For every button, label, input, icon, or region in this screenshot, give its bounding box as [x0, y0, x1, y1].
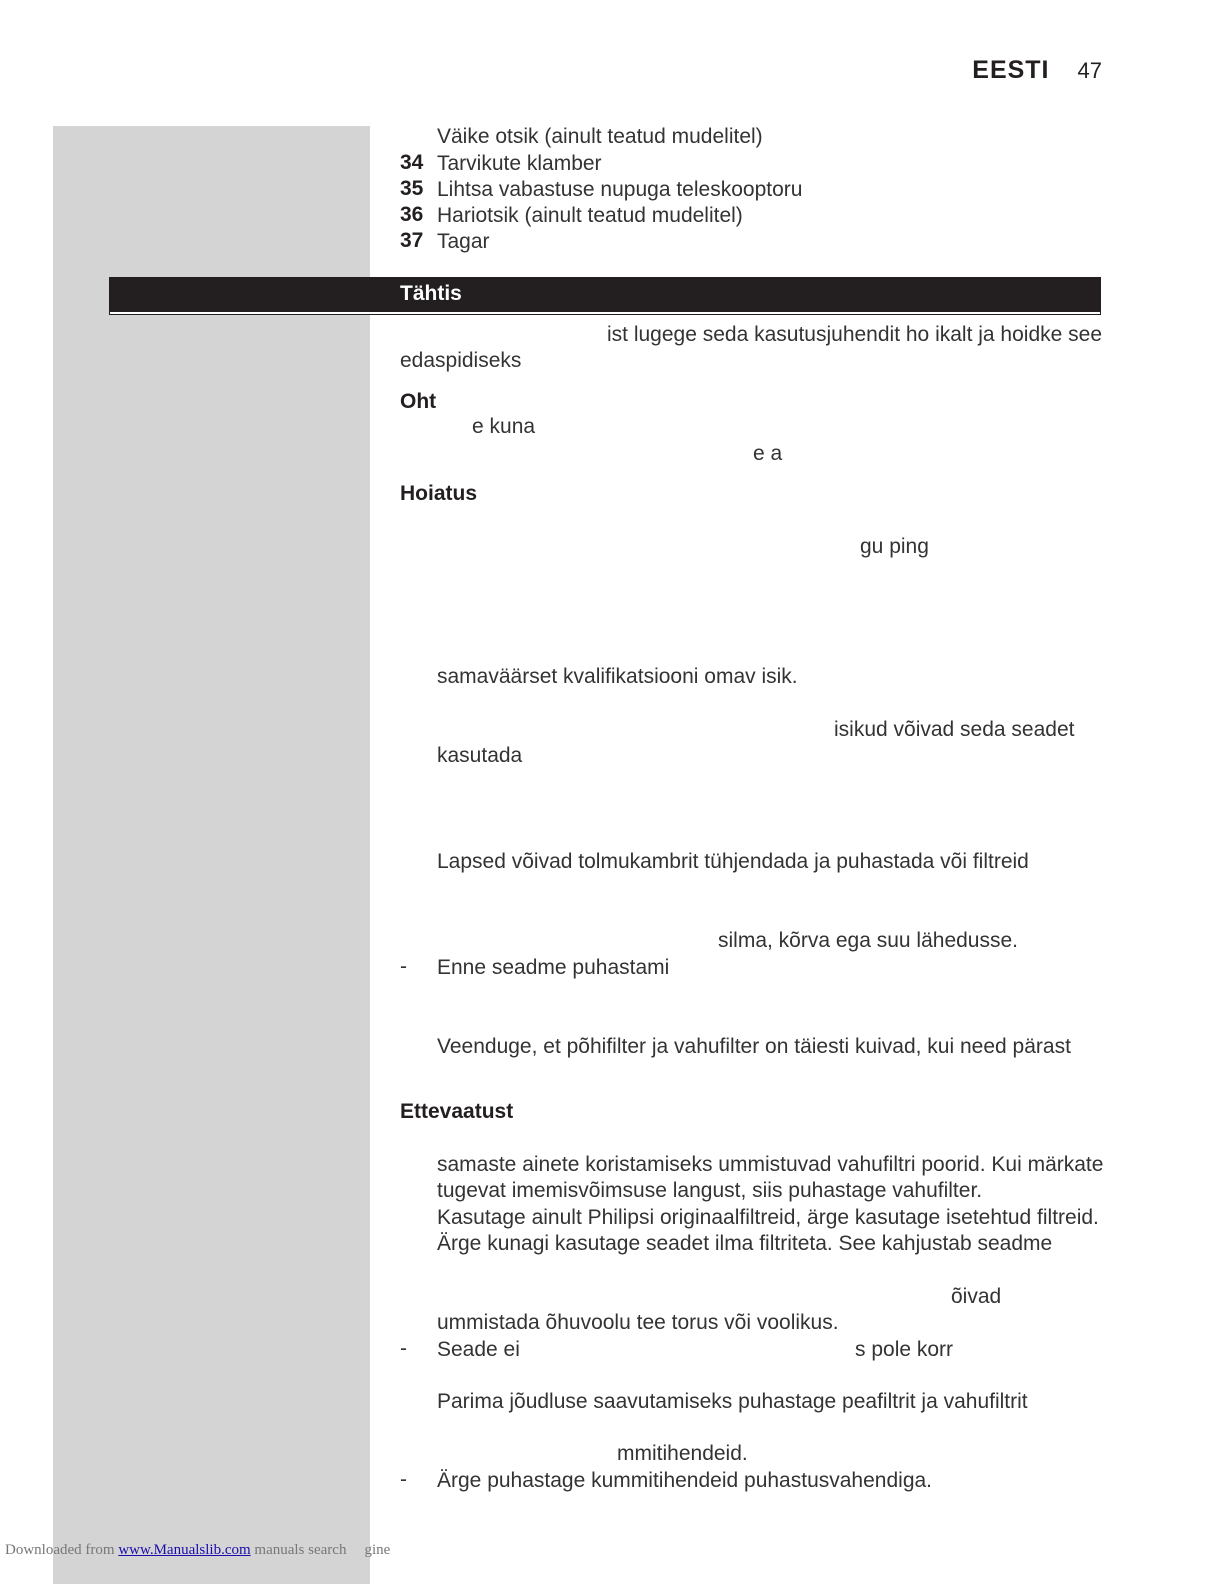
caution-text: ummistada õhuvoolu tee torus või voolikus.	[437, 1311, 839, 1334]
page-number: 47	[1077, 58, 1102, 83]
list-dash: -	[400, 1468, 407, 1491]
caution-text: tugevat imemisvõimsuse langust, siis puhastage vahufilter.	[437, 1179, 983, 1202]
danger-text: e kuna	[472, 415, 536, 438]
caution-text: õivad	[951, 1285, 1002, 1308]
danger-heading: Oht	[400, 390, 437, 413]
part-number: 36	[400, 203, 424, 226]
section-title-band	[110, 278, 1100, 314]
list-dash: -	[400, 1337, 407, 1360]
intro-text: ist lugege seda kasutusjuhendit ho ikalt ja hoidke see	[607, 323, 1102, 346]
part-number: 35	[400, 177, 424, 200]
caution-text: Kasutage ainult Philipsi originaalfiltreid, ärge kasutage isetehtud filtreid.	[437, 1206, 1099, 1229]
section-title: Tähtis	[400, 282, 462, 305]
part-text: Tarvikute klamber	[437, 152, 602, 175]
warning-text: silma, kõrva ega suu lähedusse.	[718, 929, 1018, 952]
page-header	[972, 56, 1102, 85]
caution-text: Ärge puhastage kummitihendeid puhastusvahendiga.	[437, 1469, 933, 1492]
caution-heading: Ettevaatust	[400, 1100, 514, 1123]
caution-text: samaste ainete koristamiseks ummistuvad vahufiltri poorid. Kui märkate	[437, 1153, 1104, 1176]
warning-text: Enne seadme puhastami	[437, 956, 670, 979]
caution-text: Parima jõudluse saavutamiseks puhastage peafiltrit ja vahufiltrit	[437, 1390, 1028, 1413]
part-text: Hariotsik (ainult teatud mudelitel)	[437, 204, 743, 227]
caution-text: Seade ei	[437, 1338, 520, 1361]
danger-text: e a	[753, 442, 783, 465]
download-footer	[5, 1542, 390, 1559]
warning-heading: Hoiatus	[400, 482, 478, 505]
part-number: 37	[400, 229, 424, 252]
part-number: 34	[400, 151, 424, 174]
warning-text: Veenduge, et põhifilter ja vahufilter on täiesti kuivad, kui need pärast	[437, 1035, 1071, 1058]
parts-continuation: Väike otsik (ainult teatud mudelitel)	[437, 125, 763, 148]
footer-suffix: manuals search	[250, 1542, 347, 1558]
part-text: Tagar	[437, 230, 490, 253]
warning-text: Lapsed võivad tolmukambrit tühjendada ja puhastada või filtreid	[437, 850, 1029, 873]
caution-text: s pole korr	[855, 1338, 954, 1361]
footer-prefix: Downloaded from	[5, 1542, 119, 1558]
part-text: Lihtsa vabastuse nupuga teleskooptoru	[437, 178, 803, 201]
footer-tail: gine	[364, 1542, 391, 1558]
language-label: EESTI	[972, 56, 1050, 84]
manualslib-link[interactable]: www.Manualslib.com	[118, 1542, 251, 1558]
caution-text: Ärge kunagi kasutage seadet ilma filtriteta. See kahjustab seadme	[437, 1232, 1053, 1255]
warning-text: kasutada	[437, 744, 523, 767]
warning-text: samaväärset kvalifikatsiooni omav isik.	[437, 665, 798, 688]
intro-text: edaspidiseks	[400, 349, 522, 372]
gray-margin-column	[53, 126, 370, 1584]
list-dash: -	[400, 955, 407, 978]
warning-text: isikud võivad seda seadet	[834, 718, 1075, 741]
warning-text: gu ping	[860, 535, 929, 558]
caution-text: mmitihendeid.	[617, 1442, 748, 1465]
